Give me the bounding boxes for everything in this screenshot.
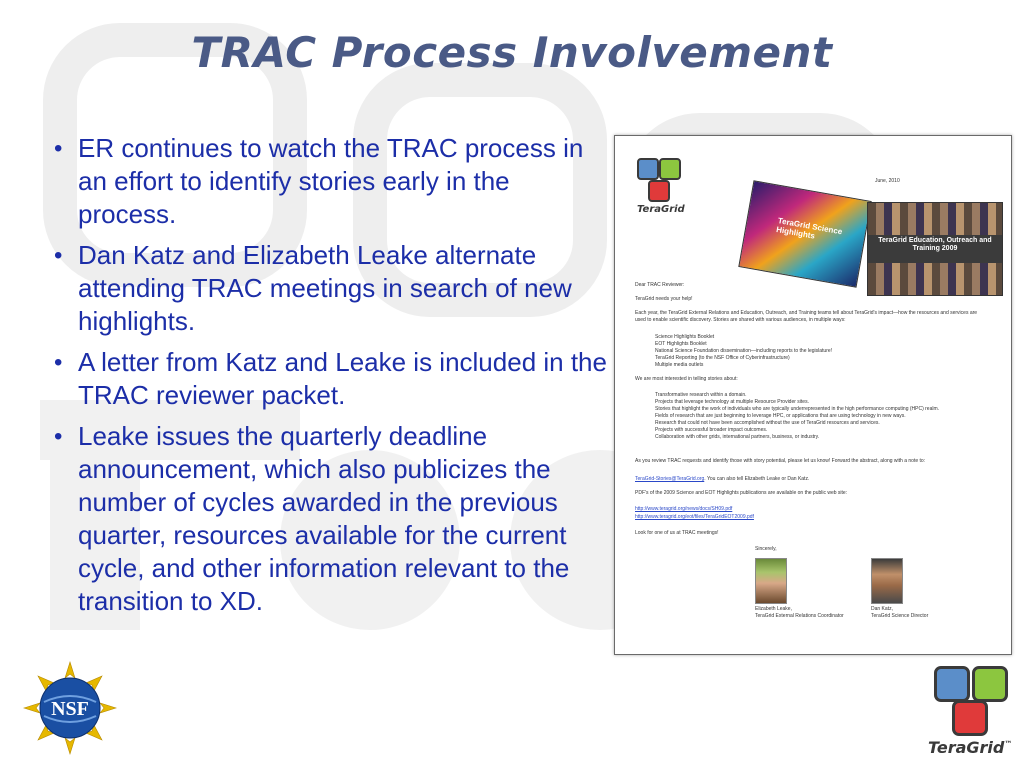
bullet-item bbox=[52, 239, 612, 338]
letter-url2[interactable]: http://www.teragrid.org/eot/files/TeraGridEOT2009.pdf bbox=[635, 514, 754, 520]
letter-way: Science Highlights Booklet bbox=[655, 334, 715, 340]
teragrid-footer-name bbox=[928, 738, 1012, 757]
bullet-text: Dan Katz and Elizabeth Leake alternate attending TRAC meetings in search of new highlights. bbox=[78, 240, 572, 336]
bullet-glyph: • bbox=[54, 423, 63, 450]
letter-url1[interactable]: http://www.teragrid.org/news/docs/SH09.pdf bbox=[635, 506, 733, 512]
download-icon bbox=[637, 158, 659, 180]
trademark-mark: ™ bbox=[1004, 739, 1013, 749]
bullet-glyph: • bbox=[54, 349, 63, 376]
reviewer-letter-image bbox=[614, 135, 1012, 655]
elizabeth-leake-photo bbox=[755, 558, 787, 604]
letter-brand: TeraGrid bbox=[637, 204, 685, 215]
letter-interest: Collaboration with other grids, international partners, business, or industry. bbox=[655, 434, 820, 440]
exchange-icon bbox=[972, 666, 1008, 702]
letter-look-line: Look for one of us at TRAC meetings! bbox=[635, 530, 719, 536]
letter-greeting: Dear TRAC Reviewer: bbox=[635, 282, 685, 288]
letter-interest: Projects that leverage technology at multiple Resource Provider sites. bbox=[655, 399, 809, 405]
nsf-label: NSF bbox=[51, 698, 89, 720]
letter-interest: Fields of research that are just beginning to leverage HPC, or applications that are using technology in new ways. bbox=[655, 413, 906, 419]
bullet-item bbox=[52, 346, 612, 412]
letter-email-line bbox=[635, 476, 809, 483]
download-icon bbox=[934, 666, 970, 702]
letter-interest: Projects with successful broader impact outcomes. bbox=[655, 427, 768, 433]
cycle-icon bbox=[952, 700, 988, 736]
bullet-text: ER continues to watch the TRAC process in an effort to identify stories early in the process. bbox=[78, 133, 584, 229]
bullet-glyph: • bbox=[54, 135, 63, 162]
signer2-name: Dan Katz, bbox=[871, 606, 893, 612]
letter-sincerely: Sincerely, bbox=[755, 546, 777, 552]
teragrid-footer-logo bbox=[928, 664, 1024, 764]
eot-highlights-cover bbox=[867, 202, 1003, 296]
signer1-title: TeraGrid External Relations Coordinator bbox=[755, 613, 844, 619]
bullet-item bbox=[52, 132, 612, 231]
teragrid-logo bbox=[637, 158, 697, 218]
bullet-text: A letter from Katz and Leake is included in the TRAC reviewer packet. bbox=[78, 347, 607, 410]
bullet-text: Leake issues the quarterly deadline announcement, which also publicizes the number of cycles awarded in the previous quarter, resources available for the current cycle, and other information relevant to the transition to XD. bbox=[78, 421, 570, 616]
letter-way: Multiple media outlets bbox=[655, 362, 704, 368]
bullet-item bbox=[52, 420, 612, 618]
nsf-logo bbox=[22, 660, 118, 756]
letter-email-link[interactable]: TeraGrid-Stories@TeraGrid.org bbox=[635, 476, 705, 482]
letter-review-line: As you review TRAC requests and identify those with story potential, please let us know! Forward the abstract, along with a note to: bbox=[635, 458, 926, 464]
letter-interest: Transformative research within a domain. bbox=[655, 392, 747, 398]
letter-pdf-line: PDF's of the 2009 Science and EOT Highlights publications are available on the public web site: bbox=[635, 490, 848, 496]
science-highlights-cover bbox=[738, 180, 871, 288]
teragrid-footer-label: TeraGrid bbox=[928, 738, 1005, 757]
letter-email-suffix: . You can also tell Elizabeth Leake or Dan Katz. bbox=[704, 476, 810, 482]
cover-main-label: TeraGrid Science Highlights bbox=[775, 216, 843, 241]
signer2-title: TeraGrid Science Director bbox=[871, 613, 929, 619]
signer1-name: Elizabeth Leake, bbox=[755, 606, 792, 612]
letter-interest: Research that could not have been accomplished without the use of TeraGrid resources and services. bbox=[655, 420, 880, 426]
exchange-icon bbox=[659, 158, 681, 180]
letter-help-line: TeraGrid needs your help! bbox=[635, 296, 693, 302]
bullet-list bbox=[52, 132, 612, 626]
letter-interest-line: We are most interested in telling stories about: bbox=[635, 376, 738, 382]
bullet-glyph: • bbox=[54, 242, 63, 269]
cycle-icon bbox=[648, 180, 670, 202]
letter-way: EOT Highlights Booklet bbox=[655, 341, 707, 347]
letter-way: TeraGrid Reporting (to the NSF Office of Cyberinfrastructure) bbox=[655, 355, 790, 361]
cover-second-label: TeraGrid Education, Outreach and Training 2009 bbox=[868, 235, 1002, 263]
letter-way: National Science Foundation dissemination—including reports to the legislature! bbox=[655, 348, 833, 354]
letter-intro: Each year, the TeraGrid External Relations and Education, Outreach, and Training teams tell about TeraGrid's impact—how the resources and services are used to enable scientific discovery. Stories are shared with various audiences, in multiple ways: bbox=[635, 310, 978, 323]
slide-title: TRAC Process Involvement bbox=[191, 28, 833, 77]
letter-date: June, 2010 bbox=[875, 178, 900, 184]
dan-katz-photo bbox=[871, 558, 903, 604]
letter-interest: Stories that highlight the work of individuals who are typically underrepresented in the high performance computing (HPC) realm. bbox=[655, 406, 940, 412]
